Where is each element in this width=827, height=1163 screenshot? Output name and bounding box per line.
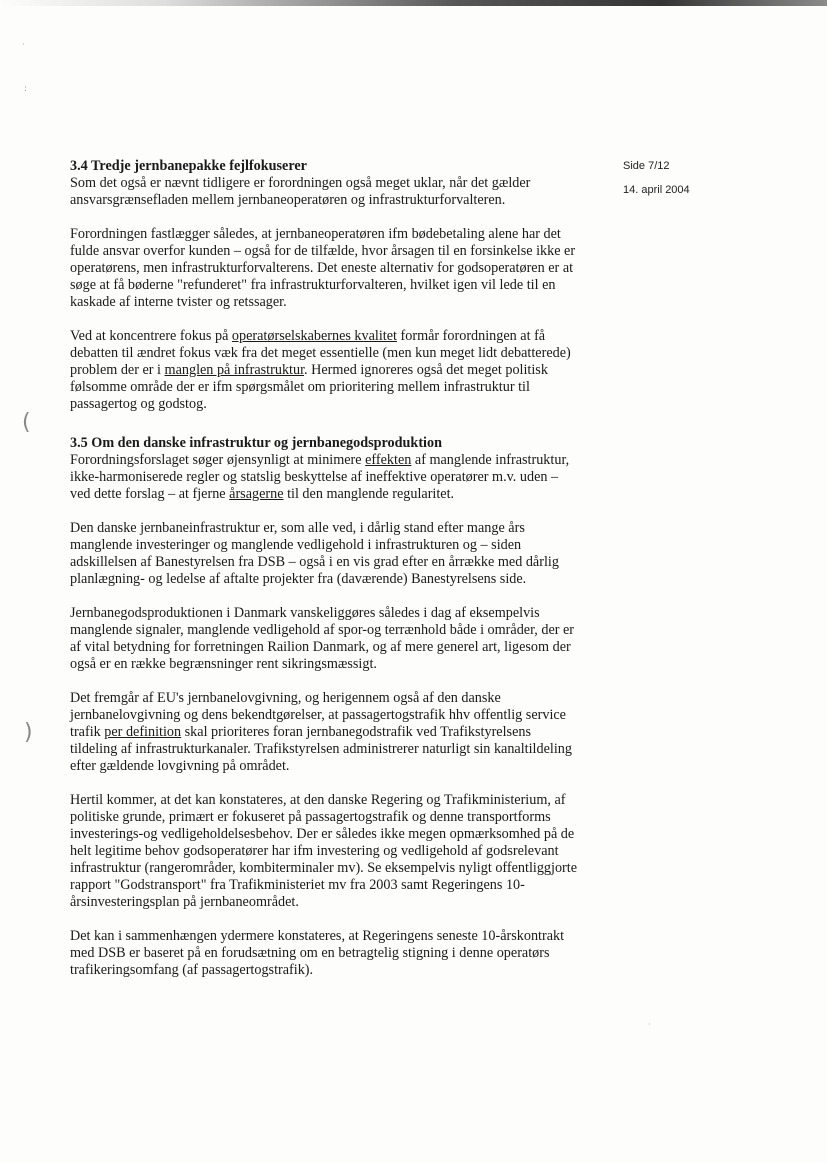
text-run: skal prioriteres foran jernbanegodstrafik ved Trafikstyrelsens tildeling af infrastrukturkanaler. Trafikstyrelsen administrerer naturligt sin kanaltildeling efter gældende lovgivning på området. [70, 724, 572, 774]
text-run: Forordningsforslaget søger øjensynligt at minimere [70, 452, 366, 468]
underlined-text: operatørselskabernes kvalitet [231, 328, 397, 344]
document-body [70, 158, 578, 1001]
punch-hole-mark: ( [22, 410, 31, 435]
scan-top-edge [0, 0, 827, 6]
text-run: til den manglende regularitet. [283, 486, 455, 502]
section-3-5 [70, 435, 578, 979]
punch-hole-mark: ) [24, 720, 33, 745]
paragraph [70, 328, 578, 413]
scan-speck: · [22, 40, 25, 49]
page-number: Side 7/12 [623, 160, 670, 172]
text-run: . Hermed ignoreres også det meget politisk følsomme område der er ifm spørgsmålet om prioritering mellem infrastruktur til passagertog og godstog. [70, 362, 548, 412]
paragraph: Hertil kommer, at det kan konstateres, at den danske Regering og Trafikministerium, af politiske grunde, primært er fokuseret på passagertogstrafik og denne transportforms investerings-og vedligeholdelsesbehov. Der er således ikke megen opmærksomhed på de helt legitime behov godsoperatører har ifm investering og vedligehold af godsrelevant infrastruktur (rangerområder, kombiterminaler mv). Se eksempelvis nyligt offentliggjorte rapport "Godstransport" fra Trafikministeriet mv fra 2003 samt Regeringens 10-årsinvesteringsplan på jernbaneområdet. [70, 792, 578, 910]
underlined-text: per definition [104, 724, 182, 740]
underlined-text: manglen på infrastruktur [164, 362, 305, 378]
paragraph: Jernbanegodsproduktionen i Danmark vanskeliggøres således i dag af eksempelvis manglende signaler, manglende vedligehold af spor-og terrænhold både i områder, der er af vital betydning for forretningen Railion Danmark, og af mere generel art, ligesom der også er en række begrænsninger rent sikringsmæssigt. [70, 605, 575, 672]
underlined-text: årsagerne [229, 486, 284, 502]
paragraph [70, 452, 578, 503]
section-heading: 3.4 Tredje jernbanepakke fejlfokuserer [70, 158, 307, 174]
section-heading: 3.5 Om den danske infrastruktur og jernbanegodsproduktion [70, 435, 442, 451]
scan-speck: : [24, 84, 28, 94]
paragraph: Forordningen fastlægger således, at jernbaneoperatøren ifm bødebetaling alene har det fulde ansvar overfor kunden – også for de tilfælde, hvor årsagen til en forsinkelse ikke er operatørens, men infrastrukturforvalterens. Det eneste alternativ for godsoperatøren er at søge at få bøderne "refunderet" fra infrastrukturforvalteren, hvilket igen vil lede til en kaskade af interne tvister og retssager. [70, 226, 576, 310]
paragraph: Som det også er nævnt tidligere er forordningen også meget uklar, når det gælder ansvarsgrænsefladen mellem jernbaneoperatøren og infrastrukturforvalteren. [70, 175, 531, 208]
paragraph [70, 690, 578, 775]
scan-speck: · [648, 1020, 651, 1029]
underlined-text: effekten [365, 452, 412, 468]
text-run: af manglende infrastruktur, ikke-harmoniserede regler og statslig beskyttelse af ineffektive operatører m.v. uden – ved dette forslag – at fjerne [70, 452, 570, 502]
document-date: 14. april 2004 [623, 184, 690, 196]
text-run: Ved at koncentrere fokus på [70, 328, 232, 344]
page-meta [623, 160, 723, 208]
paragraph: Den danske jernbaneinfrastruktur er, som alle ved, i dårlig stand efter mange års manglende investeringer og manglende vedligehold i infrastrukturen og – siden adskillelsen af Banestyrelsen fra DSB – også i en vis grad efter en årrække med dårlig planlægning- og ledelse af aftalte projekter fra (daværende) Banestyrelsens side. [70, 520, 559, 587]
text-run: formår forordningen at få debatten til ændret fokus væk fra det meget essentielle (men kun meget lidt debatterede) problem der er i [70, 328, 571, 378]
paragraph: Det kan i sammenhængen ydermere konstateres, at Regeringens seneste 10-årskontrakt med DSB er baseret på en forudsætning om en betragtelig stigning i denne operatørs trafikeringsomfang (af passagertogstrafik). [70, 928, 565, 978]
text-run: Det fremgår af EU's jernbanelovgivning, og herigennem også af den danske jernbanelovgivning og dens bekendtgørelser, at passagertogstrafik hhv offentlig service trafik [70, 690, 566, 740]
section-3-4 [70, 158, 578, 413]
